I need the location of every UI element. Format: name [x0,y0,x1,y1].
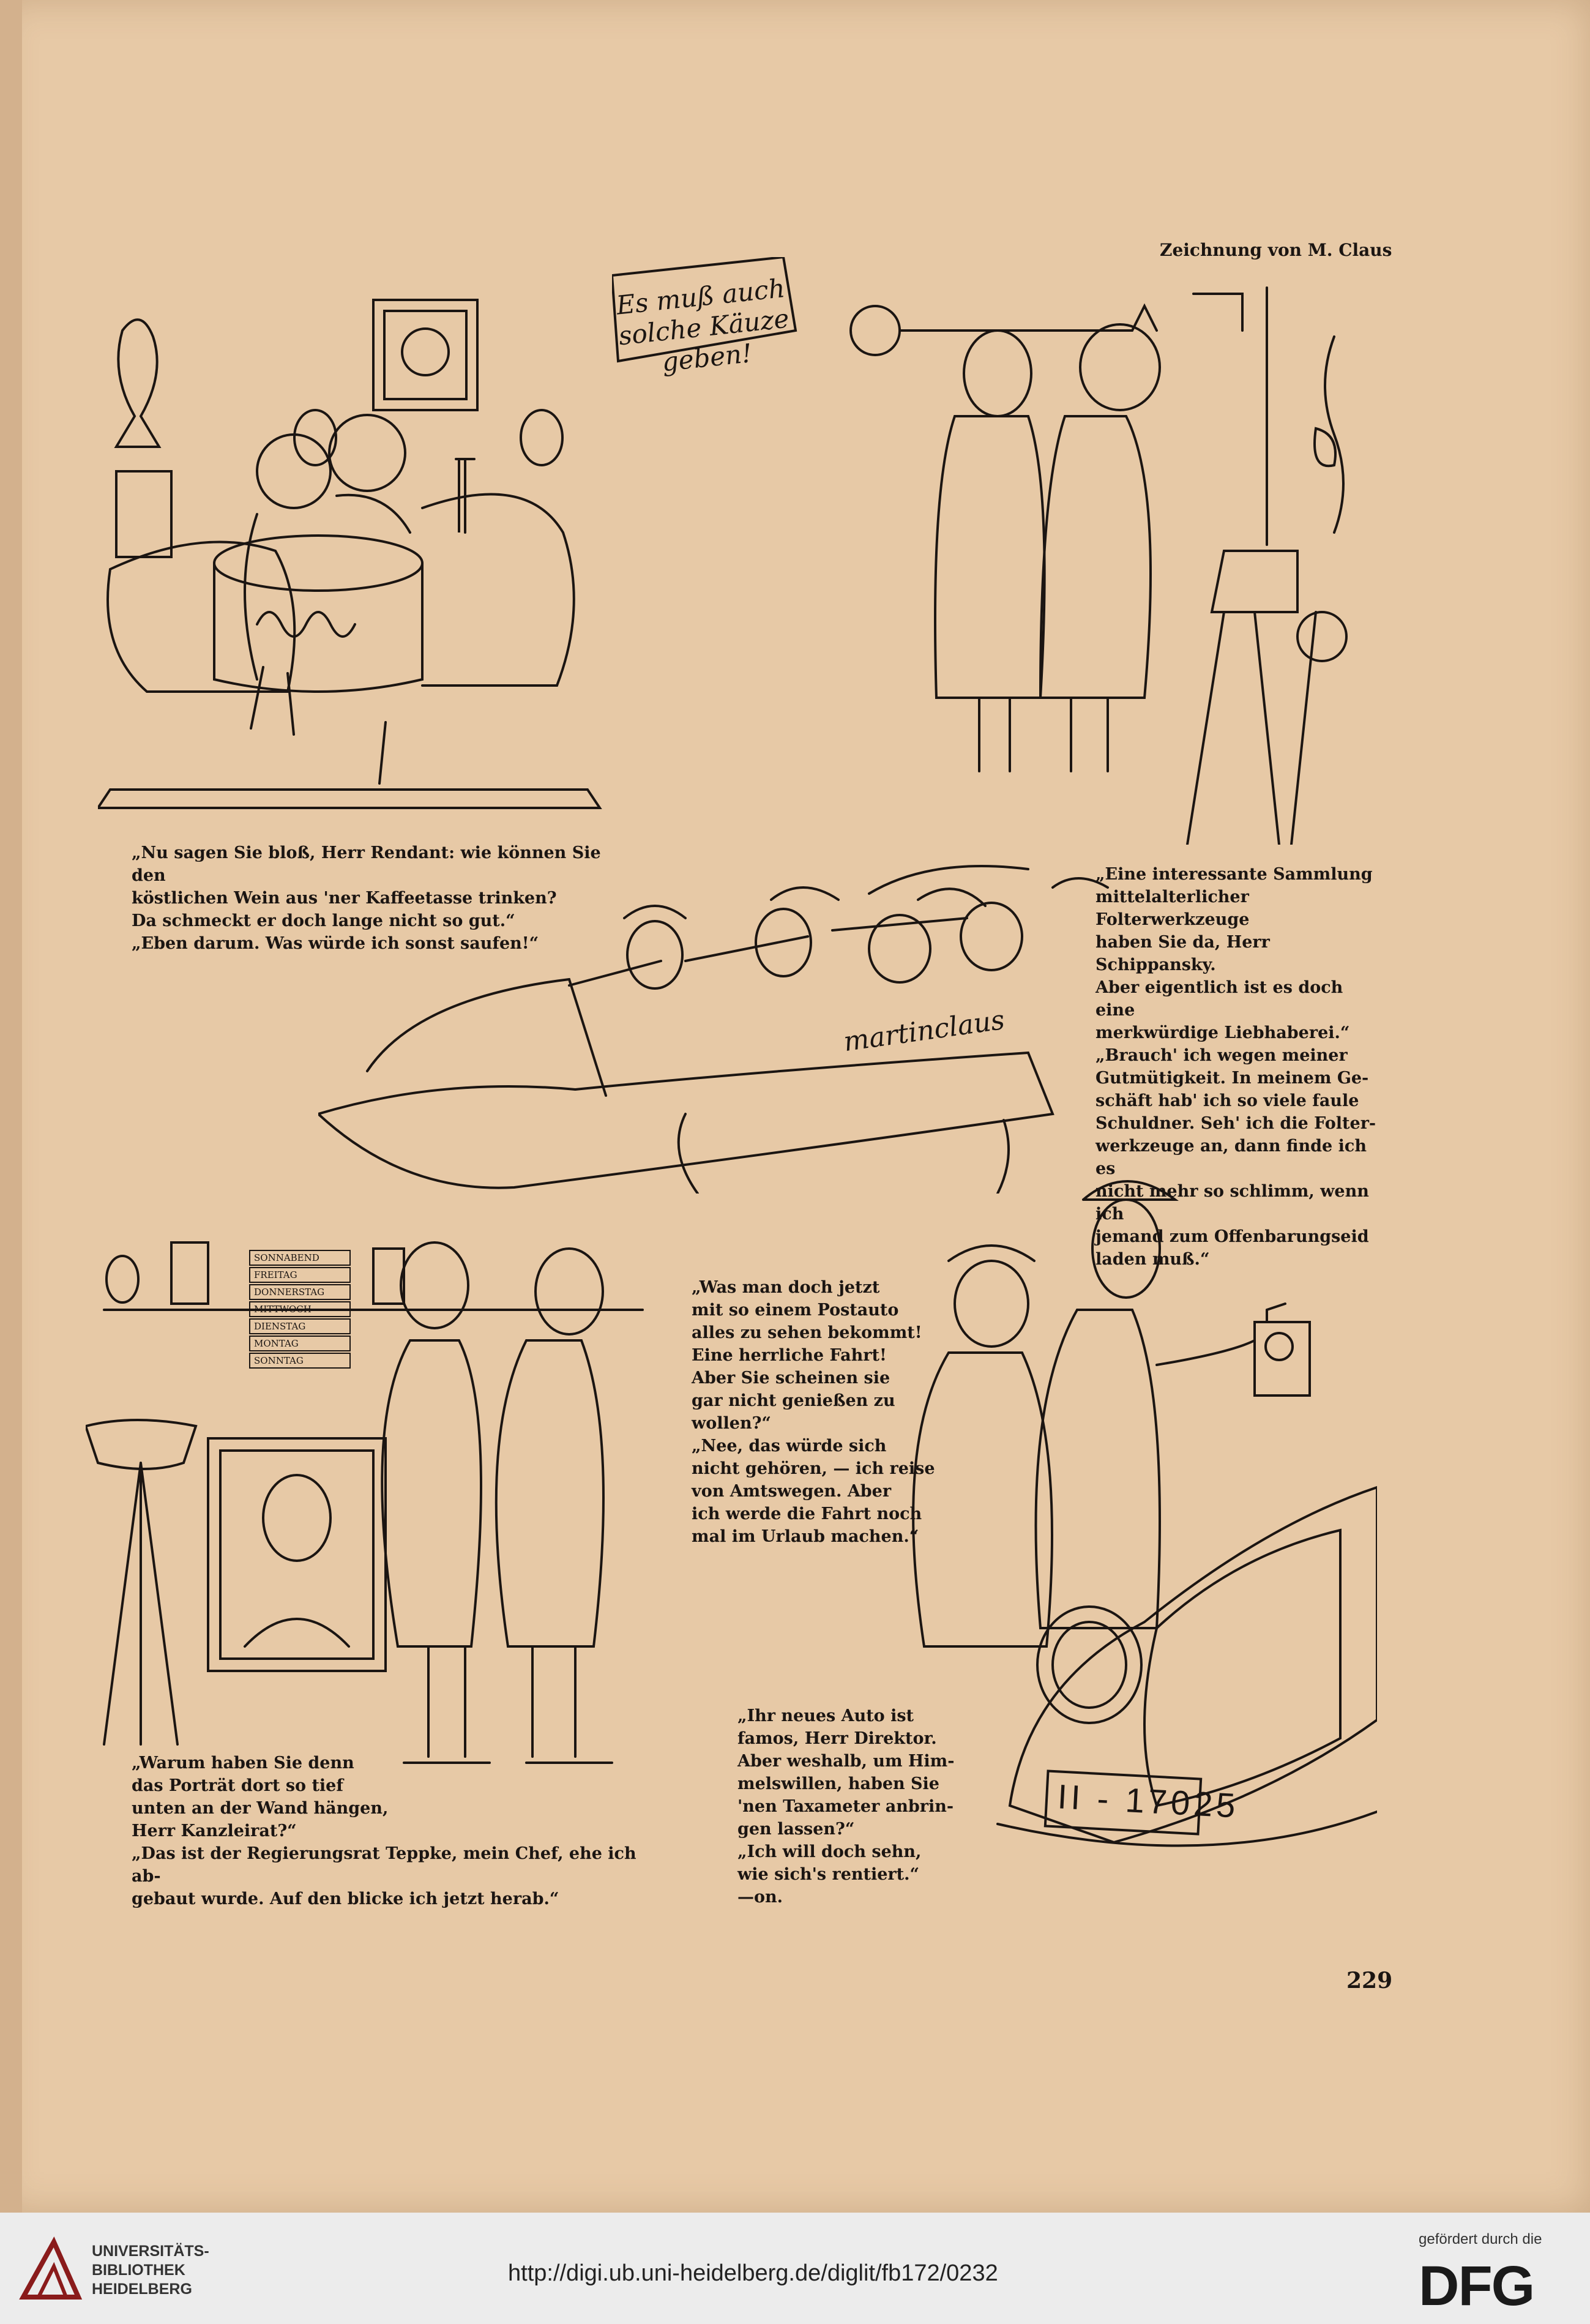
wine-cartoon-illustration [98,288,624,826]
postauto-cartoon-caption: „Was man doch jetzt mit so einem Postauto alles zu sehen bekommt! Eine herrliche Fahrt! Aber Sie scheinen sie gar nicht genießen zu wollen?“ „Nee, das würde sich nicht gehören, — ich reise von Amtswegen. Aber ich werde die Fahrt noch mal im Urlaub machen.“ [692,1278,935,1546]
portrait-cartoon-caption: „Warum haben Sie denn das Porträt dort so tief unten an der Wand hängen, Herr Kanzleirat?“ „Das ist der Regierungsrat Teppke, mein Chef, ehe ich ab- gebaut wurde. Auf den blicke ich jetzt herab.“ [132,1754,636,1908]
dfg-logo: DFG [1419,2255,1534,2317]
torture-cartoon-caption: „Eine interessante Sammlung mittelalterlicher Folterwerkzeuge haben Sie da, Herr Schippansky. Aber eigentlich ist es doch eine merkwürdige Liebhaberei.“ „Brauch' ich wegen meiner Gutmütigkeit. In meinem Ge- schäft hab' ich so viele faule Schuldner. Seh' ich die Folter- werkzeuge an, dann finde ich es nicht mehr so schlimm, wenn ich jemand zum Offenbarungseid laden muß.“ [1095,865,1376,1269]
calendar-sheet: SONNTAG [249,1353,351,1369]
university-library-logo-icon [17,2236,84,2303]
taxameter-cartoon-caption: „Ihr neues Auto ist famos, Herr Direktor. Aber weshalb, um Him- melswillen, haben Sie 'nen Taxameter anbrin- gen lassen?“ „Ich will doch sehn, wie sich's rentiert.“ —on. [737,1706,955,1907]
artist-credit: Zeichnung von M. Claus [1160,240,1392,260]
motto-sign: Es muß auch solche Käuze geben! [614,272,791,378]
page-number: 229 [1346,1968,1393,1993]
sponsor-label: gefördert durch die [1419,2231,1542,2247]
license-plate: II - 17025 [1056,1777,1241,1825]
calendar-sheet: FREITAG [249,1267,351,1283]
portrait-cartoon-illustration [86,1206,685,1769]
calendar-sheet: MITTWOCH [249,1301,351,1317]
calendar-sheet: SONNABEND [249,1250,351,1266]
taxameter-cartoon-illustration [900,1163,1377,1867]
artist-signature: martinclaus [842,1004,1007,1058]
calendar-sheet: DIENSTAG [249,1318,351,1334]
calendar-sheet: MONTAG [249,1336,351,1351]
permalink[interactable]: http://digi.ub.uni-heidelberg.de/diglit/fb172/0232 [508,2260,998,2286]
calendar-sheet: DONNERSTAG [249,1284,351,1300]
page-edge [0,0,22,2213]
university-library-name: UNIVERSITÄTS- BIBLIOTHEK HEIDELBERG [92,2243,209,2298]
weekday-calendar [248,1249,352,1370]
wine-cartoon-caption: „Nu sagen Sie bloß, Herr Rendant: wie können Sie den köstlichen Wein aus 'ner Kaffeetasse trinken? Da schmeckt er doch lange nicht so gut.“ „Eben darum. Was würde ich sonst saufen!“ [132,843,601,953]
digital-library-footer [0,2213,1590,2324]
